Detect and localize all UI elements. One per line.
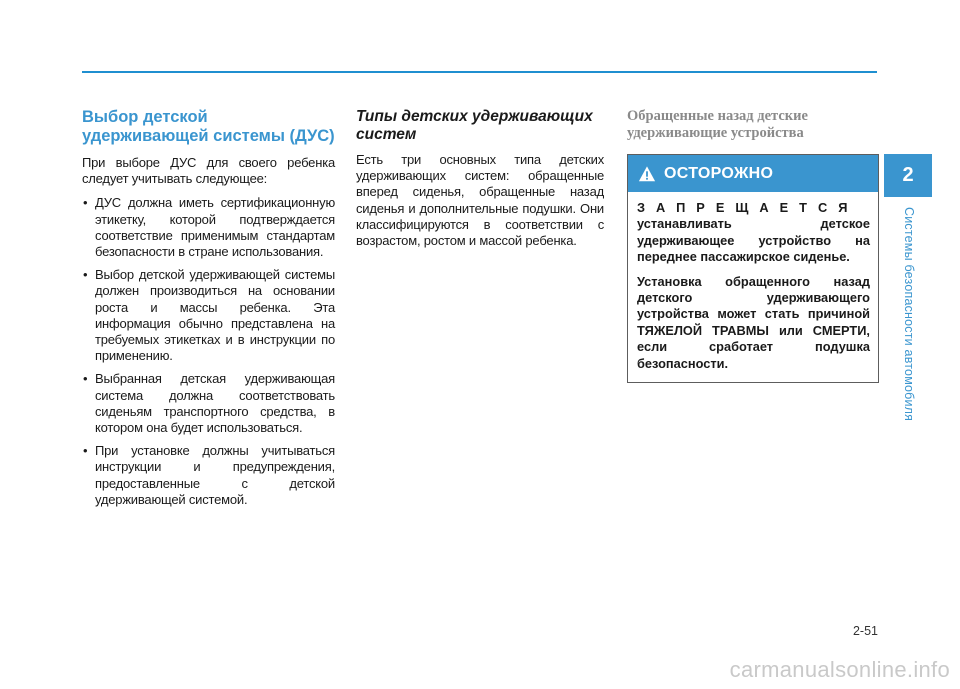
bullet-dot: • bbox=[83, 371, 88, 387]
warning-triangle-icon bbox=[638, 165, 656, 183]
bullet-text: ДУС должна иметь сертификационную этикетку, которой подтверждается соответствие применимым стандартам безопасности в стране использования. bbox=[95, 195, 335, 260]
bullet-item bbox=[82, 443, 335, 508]
bullet-text: При установке должны учитываться инструкции и предупреждения, предоставленные с детской удерживающей системой. bbox=[95, 443, 335, 507]
bullet-item bbox=[82, 195, 335, 260]
column-child-restraint-selection bbox=[82, 108, 335, 515]
intro-paragraph: При выборе ДУС для своего ребенка следует учитывать следующее: bbox=[82, 155, 335, 187]
selection-bullet-list bbox=[82, 195, 335, 508]
section-heading-selection bbox=[82, 108, 335, 146]
column-rear-facing bbox=[627, 108, 879, 383]
section-heading-rear-facing bbox=[627, 108, 879, 142]
bullet-item bbox=[82, 267, 335, 364]
heading-line-2: удерживающие устройства bbox=[627, 125, 804, 141]
bullet-dot: • bbox=[83, 267, 88, 283]
chapter-title-vertical bbox=[884, 207, 932, 427]
chapter-title: Системы безопасности автомобиля bbox=[902, 207, 916, 422]
warning-box bbox=[627, 154, 879, 383]
warning-body bbox=[628, 192, 878, 382]
warning-prohibited-word: ЗАПРЕЩАЕТСЯ bbox=[637, 200, 859, 215]
heading-line-1: Выбор детской bbox=[82, 108, 208, 126]
heading-line-1: Обращенные назад детские bbox=[627, 108, 808, 124]
warning-paragraph-2: Установка обращенного назад детского удерживающего устройства может стать причиной ТЯЖЕЛОЙ ТРАВМЫ или СМЕРТИ, если сработает подушка безопасности. bbox=[637, 273, 870, 371]
bullet-item bbox=[82, 371, 335, 436]
page-number: 2-51 bbox=[852, 624, 878, 638]
warning-header bbox=[628, 155, 878, 192]
warning-paragraph-1-text: устанавливать детское удерживающее устройство на переднее пассажирское сиденье. bbox=[637, 216, 870, 265]
warning-title: ОСТОРОЖНО bbox=[664, 164, 774, 182]
top-rule bbox=[82, 71, 877, 73]
types-paragraph: Есть три основных типа детских удерживающих систем: обращенные вперед сиденья, обращенные назад сиденья и дополнительные подушки. Они классифицируются в соответствии с возрастом, ростом и массой ребенка. bbox=[356, 152, 604, 249]
watermark: carmanualsonline.info bbox=[729, 657, 950, 682]
section-heading-types: Типы детских удерживающих систем bbox=[356, 108, 593, 143]
chapter-tab: 2 bbox=[884, 154, 932, 197]
bullet-dot: • bbox=[83, 195, 88, 211]
bullet-dot: • bbox=[83, 443, 88, 459]
heading-line-2: удерживающей системы (ДУС) bbox=[82, 127, 335, 145]
column-restraint-types bbox=[356, 108, 604, 257]
bullet-text: Выбор детской удерживающей системы должен производиться на основании роста и массы ребенка. Эта информация обычно представлена на требуемых этикетках и в инструкции по применению. bbox=[95, 267, 335, 364]
warning-paragraph-1 bbox=[637, 200, 870, 266]
bullet-text: Выбранная детская удерживающая система должна соответствовать сиденьям транспортного средства, в котором она будет использоваться. bbox=[95, 371, 335, 436]
